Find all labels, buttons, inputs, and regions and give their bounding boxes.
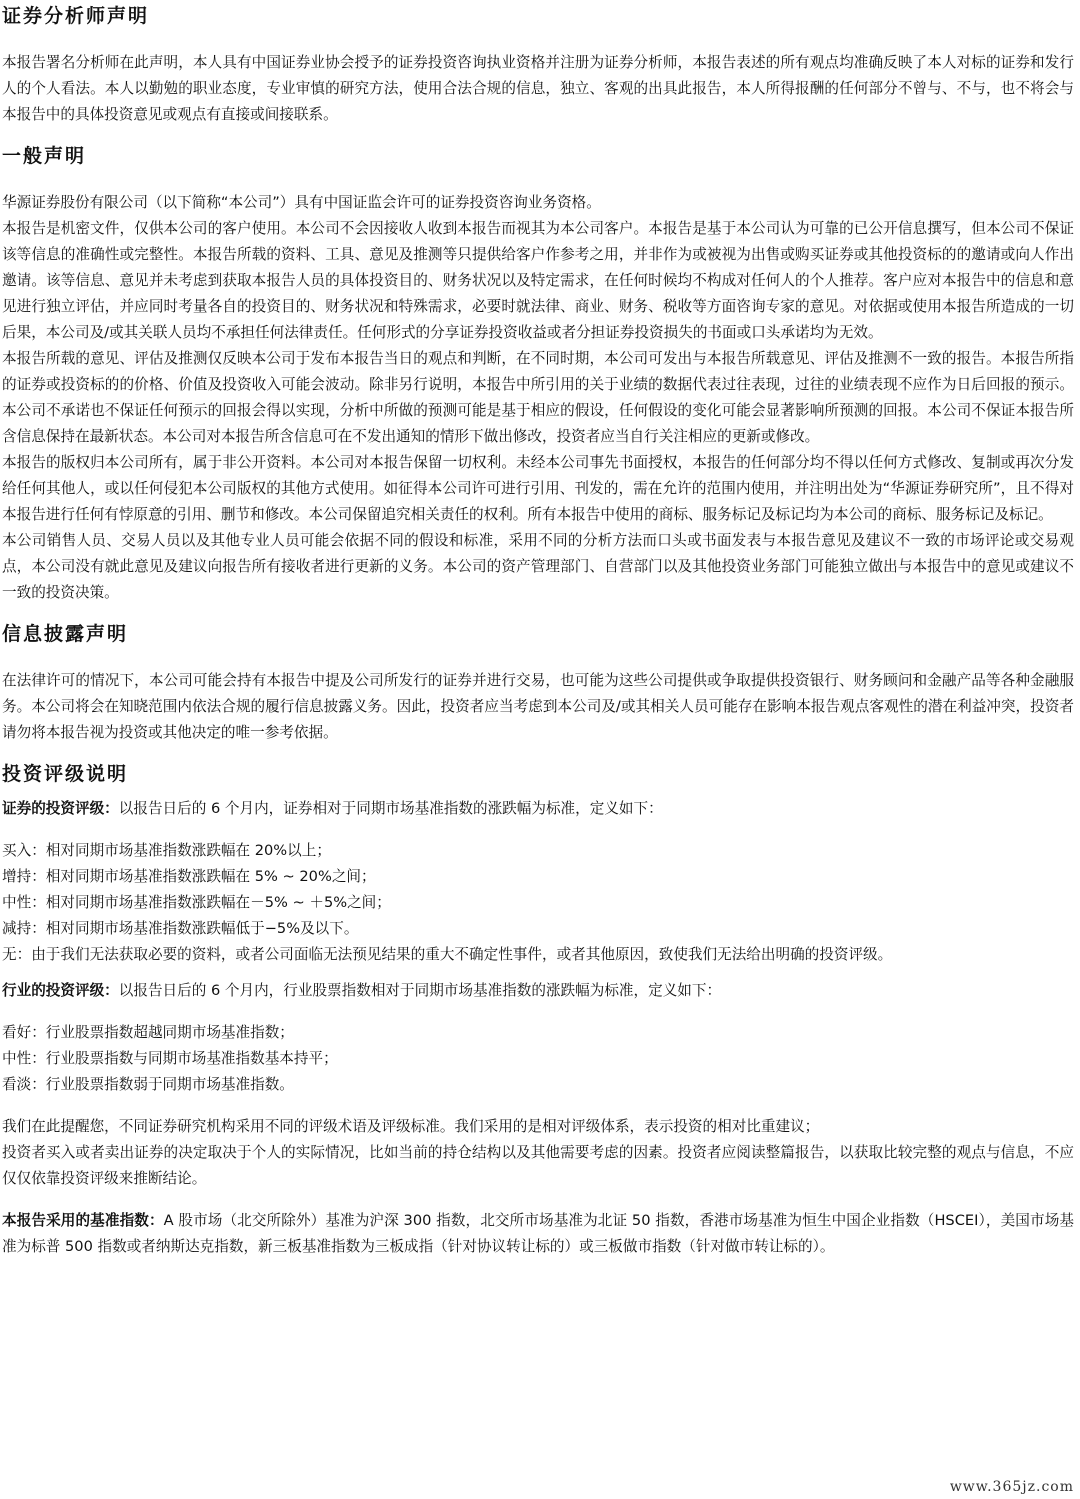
disclosure-heading: 信息披露声明: [2, 623, 129, 645]
rating-note-1: 我们在此提醒您，不同证券研究机构采用不同的评级术语及评级标准。我们采用的是相对评级体系，表示投资的相对比重建议；: [2, 1118, 820, 1135]
general-statement-heading: 一般声明: [2, 145, 87, 167]
benchmark-text: A 股市场（北交所除外）基准为沪深 300 指数，北交所市场基准为北证 50 指数，香港市场基准为恒生中国企业指数（HSCEI），美国市场基准为标普 500 指数或者纳斯达克指数，新三板基准指数为三板成指（针对协议转让标的）或三板做市指数（针对做市转让标的）。: [2, 1212, 1074, 1255]
disclaimer-page: [0, 4, 1080, 1260]
stock-rating-item: 中性：相对同期市场基准指数涨跌幅在－5% ~ ＋5%之间；: [2, 894, 391, 911]
general-statement-p5: 本公司销售人员、交易人员以及其他专业人员可能会依据不同的假设和标准，采用不同的分析方法而口头或书面发表与本报告意见及建议不一致的市场评论或交易观点，本公司没有就此意见及建议向报告所有接收者进行更新的义务。本公司的资产管理部门、自营部门以及其他投资业务部门可能独立做出与本报告中的意见或建议不一致的投资决策。: [2, 532, 1074, 601]
stock-rating-item: 增持：相对同期市场基准指数涨跌幅在 5% ~ 20%之间；: [2, 868, 376, 885]
analyst-statement-text: 本报告署名分析师在此声明，本人具有中国证券业协会授予的证券投资咨询执业资格并注册为证券分析师，本报告表述的所有观点均准确反映了本人对标的证券和发行人的个人看法。本人以勤勉的职业态度，专业审慎的研究方法，使用合法合规的信息，独立、客观的出具此报告，本人所得报酬的任何部分不曾与、不与，也不将会与本报告中的具体投资意见或观点有直接或间接联系。: [2, 54, 1074, 123]
industry-rating-definition: [2, 978, 1074, 1004]
industry-rating-label: 行业的投资评级：: [2, 982, 119, 999]
stock-rating-item: 减持：相对同期市场基准指数涨跌幅低于−5%及以下。: [2, 920, 359, 937]
stock-rating-text: 以报告日后的 6 个月内，证券相对于同期市场基准指数的涨跌幅为标准，定义如下：: [118, 800, 663, 817]
industry-rating-item: 看好：行业股票指数超越同期市场基准指数；: [2, 1024, 294, 1041]
analyst-statement-heading: 证券分析师声明: [2, 5, 150, 27]
benchmark-index-definition: [2, 1208, 1074, 1260]
rating-heading: 投资评级说明: [2, 763, 129, 785]
general-statement-p4: 本报告的版权归本公司所有，属于非公开资料。本公司对本报告保留一切权利。未经本公司事先书面授权，本报告的任何部分均不得以任何方式修改、复制或再次分发给任何其他人，或以任何侵犯本公司版权的其他方式使用。如征得本公司许可进行引用、刊发的，需在允许的范围内使用，并注明出处为“华源证券研究所”，且不得对本报告进行任何有悖原意的引用、删节和修改。本公司保留追究相关责任的权利。所有本报告中使用的商标、服务标记及标记均为本公司的商标、服务标记及标记。: [2, 454, 1074, 523]
stock-rating-label: 证券的投资评级：: [2, 800, 119, 817]
stock-rating-definition: [2, 796, 1074, 822]
general-statement-p3: 本报告所载的意见、评估及推测仅反映本公司于发布本报告当日的观点和判断，在不同时期，本公司可发出与本报告所载意见、评估及推测不一致的报告。本报告所指的证券或投资标的的价格、价值及投资收入可能会波动。除非另行说明，本报告中所引用的关于业绩的数据代表过往表现，过往的业绩表现不应作为日后回报的预示。本公司不承诺也不保证任何预示的回报会得以实现，分析中所做的预测可能是基于相应的假设，任何假设的变化可能会显著影响所预测的回报。本公司不保证本报告所含信息保持在最新状态。本公司对本报告所含信息可在不发出通知的情形下做出修改，投资者应当自行关注相应的更新或修改。: [2, 350, 1074, 445]
stock-rating-item: 无：由于我们无法获取必要的资料，或者公司面临无法预见结果的重大不确定性事件，或者其他原因，致使我们无法给出明确的投资评级。: [2, 946, 893, 963]
industry-rating-item: 中性：行业股票指数与同期市场基准指数基本持平；: [2, 1050, 338, 1067]
disclosure-text: 在法律许可的情况下，本公司可能会持有本报告中提及公司所发行的证券并进行交易，也可能为这些公司提供或争取提供投资银行、财务顾问和金融产品等各种金融服务。本公司将会在知晓范围内依法合规的履行信息披露义务。因此，投资者应当考虑到本公司及/或其相关人员可能存在影响本报告观点客观性的潜在利益冲突，投资者请勿将本报告视为投资或其他决定的唯一参考依据。: [2, 672, 1074, 741]
watermark: www.365jz.com: [949, 1479, 1074, 1495]
general-statement-p1: 华源证券股份有限公司（以下简称“本公司”）具有中国证监会许可的证券投资咨询业务资格。: [2, 194, 601, 211]
industry-rating-text: 以报告日后的 6 个月内，行业股票指数相对于同期市场基准指数的涨跌幅为标准，定义如下：: [118, 982, 722, 999]
general-statement-p2: 本报告是机密文件，仅供本公司的客户使用。本公司不会因接收人收到本报告而视其为本公司客户。本报告是基于本公司认为可靠的已公开信息撰写，但本公司不保证该等信息的准确性或完整性。本报告所载的资料、工具、意见及推测等只提供给客户作参考之用，并非作为或被视为出售或购买证券或其他投资标的的邀请或向人作出邀请。该等信息、意见并未考虑到获取本报告人员的具体投资目的、财务状况以及特定需求，在任何时候均不构成对任何人的个人推荐。客户应对本报告中的信息和意见进行独立评估，并应同时考量各自的投资目的、财务状况和特殊需求，必要时就法律、商业、财务、税收等方面咨询专家的意见。对依据或使用本报告所造成的一切后果，本公司及/或其关联人员均不承担任何法律责任。任何形式的分享证券投资收益或者分担证券投资损失的书面或口头承诺均为无效。: [2, 220, 1074, 341]
stock-rating-item: 买入：相对同期市场基准指数涨跌幅在 20%以上；: [2, 842, 331, 859]
benchmark-label: 本报告采用的基准指数：: [2, 1212, 164, 1229]
industry-rating-item: 看淡：行业股票指数弱于同期市场基准指数。: [2, 1076, 294, 1093]
rating-note-2: 投资者买入或者卖出证券的决定取决于个人的实际情况，比如当前的持仓结构以及其他需要考虑的因素。投资者应阅读整篇报告，以获取比较完整的观点与信息，不应仅仅依靠投资评级来推断结论。: [2, 1144, 1074, 1187]
